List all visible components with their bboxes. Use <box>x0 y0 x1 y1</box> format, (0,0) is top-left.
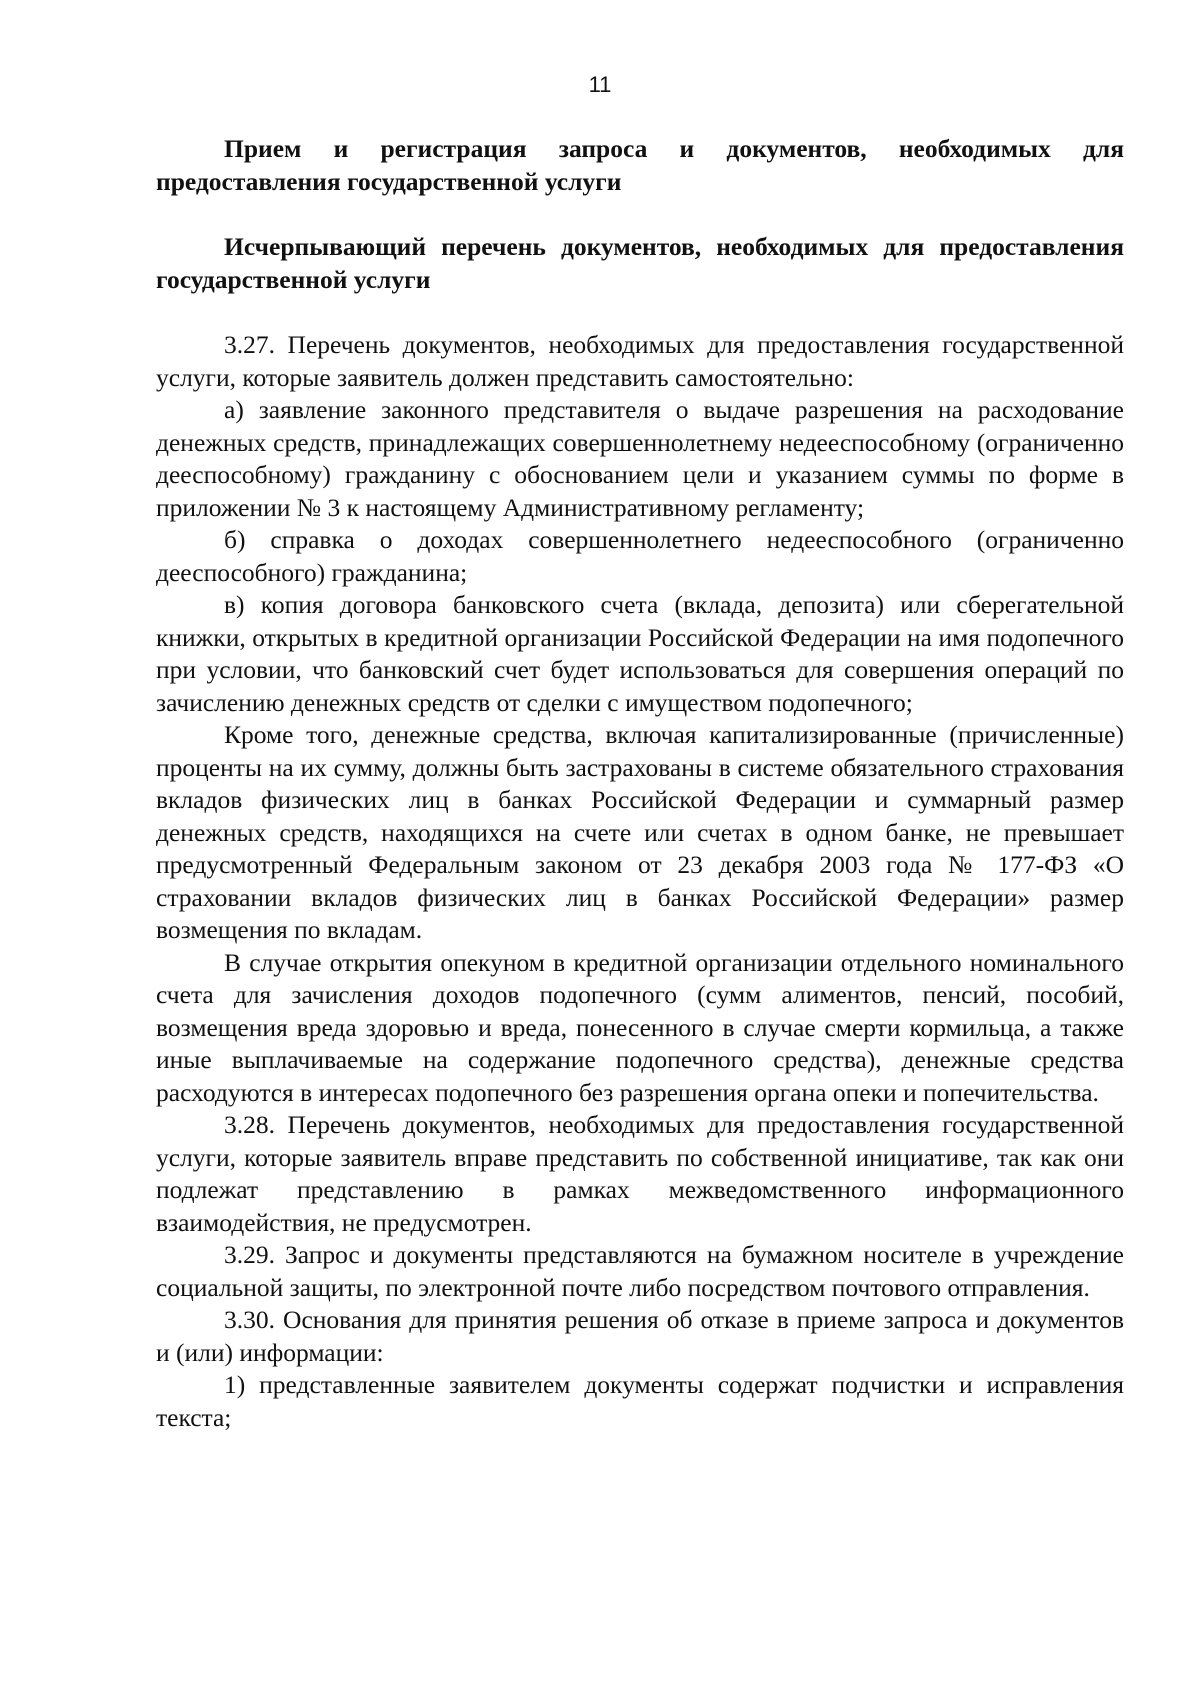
list-item-v: в) копия договора банковского счета (вклада, депозита) или сберегательной книжки, открытых в кредитной организации Российской Федерации на имя подопечного при условии, что банковский счет будет использоваться для совершения операций по зачислению денежных средств от сделки с имуществом подопечного; <box>156 590 1124 717</box>
document-body <box>156 133 1124 1434</box>
section-heading: Прием и регистрация запроса и документов, необходимых для предоставления государственной услуги <box>156 134 1124 196</box>
subsection-heading: Исчерпывающий перечень документов, необходимых для предоставления государственной услуги <box>156 232 1124 294</box>
list-item-1: 1) представленные заявителем документы содержат подчистки и исправления текста; <box>156 1370 1124 1432</box>
paragraph-3-29: 3.29. Запрос и документы представляются на бумажном носителе в учреждение социальной защиты, по электронной почте либо посредством почтового отправления. <box>156 1240 1124 1302</box>
paragraph-3-28: 3.28. Перечень документов, необходимых для предоставления государственной услуги, которые заявитель вправе представить по собственной инициативе, так как они подлежат представлению в рамках межведомственного информационного взаимодействия, не предусмотрен. <box>156 1110 1124 1237</box>
list-item-a: а) заявление законного представителя о выдаче разрешения на расходование денежных средств, принадлежащих совершеннолетнему недееспособному (ограниченно дееспособному) гражданину с обоснованием цели и указанием суммы по форме в приложении № 3 к настоящему Административному регламенту; <box>156 395 1124 522</box>
paragraph-3-30: 3.30. Основания для принятия решения об отказе в приеме запроса и документов и (или) информации: <box>156 1305 1124 1367</box>
paragraph-nominal-account: В случае открытия опекуном в кредитной организации отдельного номинального счета для зачисления доходов подопечного (сумм алиментов, пенсий, пособий, возмещения вреда здоровью и вреда, понесенного в случае смерти кормильца, а также иные выплачиваемые на содержание подопечного средства), денежные средства расходуются в интересах подопечного без разрешения органа опеки и попечительства. <box>156 947 1124 1107</box>
paragraph-insurance: Кроме того, денежные средства, включая капитализированные (причисленные) проценты на их сумму, должны быть застрахованы в системе обязательного страхования вкладов физических лиц в банках Российской Федерации и суммарный размер денежных средств, находящихся на счете или счетах в одном банке, не превышает предусмотренный Федеральным законом от 23 декабря 2003 года № 177-ФЗ «О страховании вкладов физических лиц в банках Российской Федерации» размер возмещения по вкладам. <box>156 720 1124 944</box>
paragraph-3-27: 3.27. Перечень документов, необходимых для предоставления государственной услуги, которые заявитель должен представить самостоятельно: <box>156 330 1124 392</box>
document-text <box>156 329 1124 1434</box>
page-number: 11 <box>588 72 612 97</box>
list-item-b: б) справка о доходах совершеннолетнего недееспособного (ограниченно дееспособного) гражданина; <box>156 525 1124 587</box>
